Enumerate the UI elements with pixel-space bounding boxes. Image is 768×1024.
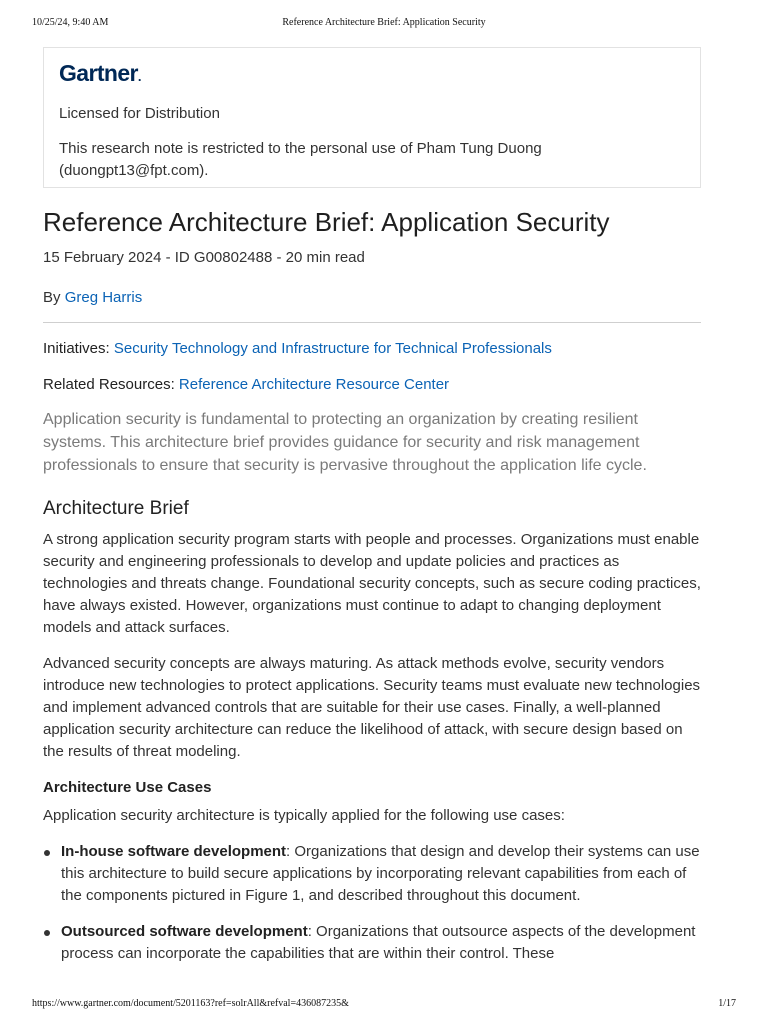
related-resources (43, 375, 701, 395)
divider (43, 322, 701, 323)
paragraph: A strong application security program starts with people and processes. Organizations must enable security and engineering professionals to develop and update policies and practices as technologies and threats change. Foundational security concepts, such as secure coding practices, have always existed. However, organizations must continue to adapt to changing deployment models and attack surfaces. (43, 531, 701, 636)
gartner-logo: Gartner. (59, 60, 141, 86)
print-header (32, 17, 736, 31)
list-item (43, 921, 701, 965)
print-url: https://www.gartner.com/document/5201163?ref=solrAll&refval=436087235& (32, 998, 349, 1009)
section-heading: Architecture Brief (43, 498, 189, 519)
related-resources-link[interactable]: Reference Architecture Resource Center (178, 376, 450, 393)
author-link[interactable]: Greg Harris (64, 289, 143, 306)
related-label: Related Resources: (43, 376, 175, 393)
initiatives-label: Initiatives: (43, 340, 110, 357)
print-datetime: 10/25/24, 9:40 AM (32, 17, 109, 28)
use-cases-list (43, 841, 701, 965)
document-meta: 15 February 2024 - ID G00802488 - 20 min read (43, 249, 365, 266)
list-item-term: Outsourced software development (61, 923, 308, 940)
by-label: By (43, 289, 61, 306)
license-notice (43, 47, 701, 188)
use-cases-heading: Architecture Use Cases (43, 779, 212, 796)
list-item (43, 841, 701, 907)
list-item-term: In-house software development (61, 843, 287, 860)
page-number: 1/17 (718, 998, 736, 1009)
paragraph: Advanced security concepts are always maturing. As attack methods evolve, security vendors introduce new technologies to protect applications. Security teams must evaluate new technologies and implement advanced controls that are suitable for their use cases. Finally, a well-planned application security architecture can reduce the likelihood of attack, with secure design based on the results of threat modeling. (43, 655, 701, 760)
initiatives-link[interactable]: Security Technology and Infrastructure for Technical Professionals (113, 340, 552, 357)
bullet-icon (44, 850, 50, 856)
byline (43, 288, 701, 308)
restriction-note: This research note is restricted to the personal use of Pham Tung Duong (duongpt13@fpt.com). (59, 140, 542, 179)
list-item-text: : Organizations that design and develop their systems can use this architecture to build secure applications by incorporating relevant capabilities from each of the components pictured in Figure 1, and described throughout this document. (61, 843, 700, 904)
page-title: Reference Architecture Brief: Application Security (43, 207, 610, 237)
list-item-text: : Organizations that outsource aspects of the development process can incorporate the capabilities that are within their control. These (61, 923, 696, 962)
summary: Application security is fundamental to protecting an organization by creating resilient systems. This architecture brief provides guidance for security and risk management professionals to ensure that security is pervasive throughout the application life cycle. (43, 411, 647, 474)
print-footer (32, 998, 736, 1012)
initiatives (43, 339, 701, 359)
bullet-icon (44, 930, 50, 936)
use-cases-intro: Application security architecture is typically applied for the following use cases: (43, 807, 565, 824)
licensed-label: Licensed for Distribution (59, 105, 220, 122)
document-content (43, 205, 701, 979)
print-title: Reference Architecture Brief: Application Security (282, 17, 486, 28)
